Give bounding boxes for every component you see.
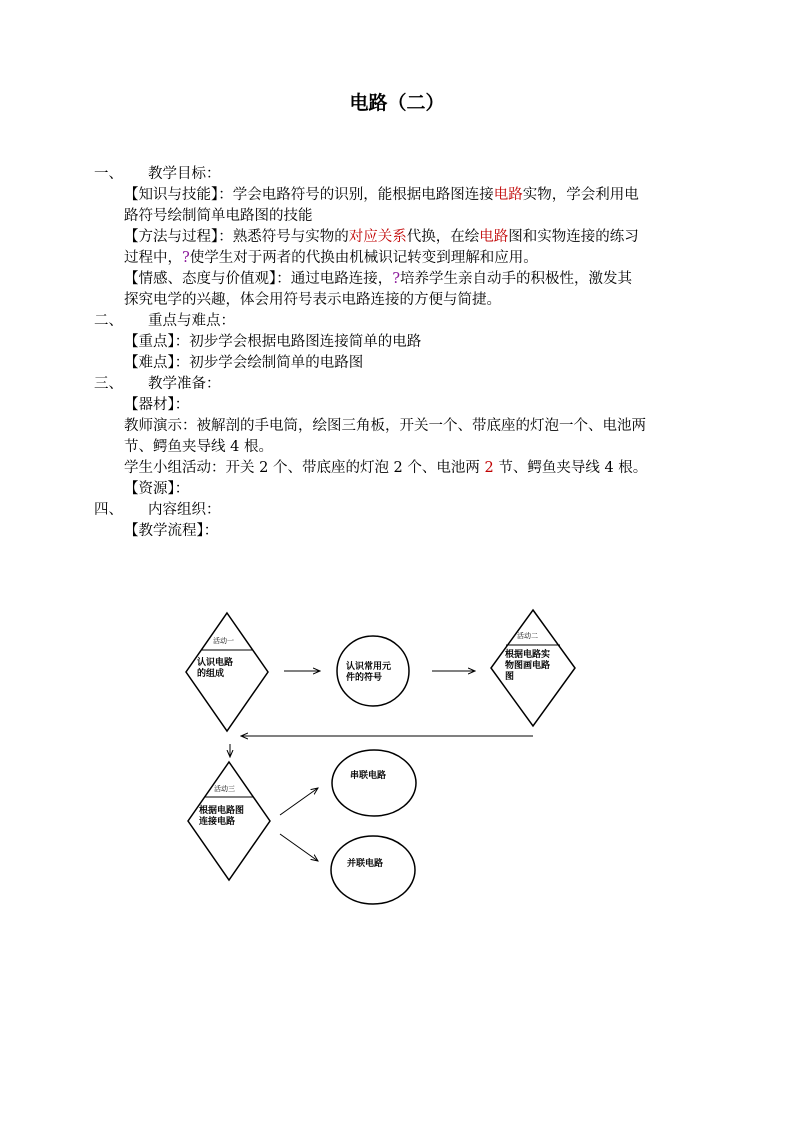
section-number: 二、 bbox=[94, 313, 123, 329]
activity-1-node bbox=[186, 613, 268, 731]
node-text: 认识常用元 bbox=[346, 662, 392, 672]
series-circuit-node bbox=[332, 750, 416, 816]
activity-text: 物图画电路 bbox=[505, 661, 551, 671]
teaching-flow-label: 【教学流程】： bbox=[124, 523, 219, 539]
question-mark: ? bbox=[392, 271, 401, 287]
activity-text: 图 bbox=[505, 672, 515, 682]
text-run: 过程中， bbox=[124, 250, 182, 266]
text-run: 【知识与技能】：学会电路符号的识别，能根据电路图连接 bbox=[124, 187, 494, 203]
text-run: 【方法与过程】：熟悉符号与实物的 bbox=[124, 229, 349, 245]
section-label: 教学准备： bbox=[148, 376, 221, 392]
activity-2-node bbox=[491, 610, 575, 726]
text-run: 学生小组活动：开关 2 个、带底座的灯泡 2 个、电池两 bbox=[124, 460, 485, 476]
activity-tag: 活动二 bbox=[517, 632, 538, 640]
text-run: 培养学生亲自动手的积极性，激发其 bbox=[400, 271, 633, 287]
activity-text: 的组成 bbox=[197, 669, 225, 679]
text-run: 使学生对于两者的代换由机械识记转变到理解和应用。 bbox=[189, 250, 538, 266]
parallel-circuit-node bbox=[331, 836, 415, 904]
circle-shape bbox=[332, 750, 416, 816]
prep-materials: 【器材】： bbox=[124, 397, 190, 413]
flow-arrow bbox=[280, 788, 318, 815]
node-text: 件的符号 bbox=[346, 673, 383, 683]
activity-3-node bbox=[188, 762, 270, 880]
key-focus: 【重点】：初步学会根据电路图连接简单的电路 bbox=[124, 334, 422, 350]
section-label: 教学目标： bbox=[148, 166, 221, 182]
prep-resources: 【资源】： bbox=[124, 481, 190, 497]
activity-text: 连接电路 bbox=[199, 817, 236, 827]
component-symbols-node bbox=[337, 636, 409, 706]
highlight-text: 电路 bbox=[479, 229, 509, 245]
circle-shape bbox=[331, 836, 415, 904]
activity-text: 认识电路 bbox=[197, 658, 234, 668]
activity-tag: 活动一 bbox=[213, 637, 234, 645]
page-title: 电路（二） bbox=[349, 92, 445, 114]
highlight-text: 对应关系 bbox=[348, 229, 407, 245]
node-text: 并联电路 bbox=[347, 859, 384, 869]
section-number: 四、 bbox=[94, 502, 123, 518]
highlight-text: 2 bbox=[484, 460, 494, 476]
text-run: 代换，在绘 bbox=[406, 229, 480, 245]
section-label: 重点与难点： bbox=[148, 313, 235, 329]
section-label: 内容组织： bbox=[148, 502, 221, 518]
section-number: 三、 bbox=[94, 376, 123, 392]
prep-teacher-line-2: 节、鳄鱼夹导线 4 根。 bbox=[124, 439, 273, 455]
goal-knowledge-line-2: 路符号绘制简单电路图的技能 bbox=[124, 208, 313, 224]
section-number: 一、 bbox=[94, 166, 123, 182]
highlight-text: 电路 bbox=[493, 187, 523, 203]
activity-tag: 活动三 bbox=[214, 785, 235, 793]
text-run: 【情感、态度与价值观】：通过电路连接， bbox=[124, 271, 393, 287]
flow-arrow bbox=[280, 834, 318, 861]
node-text: 串联电路 bbox=[350, 771, 387, 781]
text-run: 实物，学会利用电 bbox=[522, 187, 639, 203]
goal-emotion-line-2: 探究电学的兴趣，体会用符号表示电路连接的方便与简捷。 bbox=[124, 292, 501, 308]
activity-text: 根据电路实 bbox=[505, 650, 551, 660]
text-run: 节、鳄鱼夹导线 4 根。 bbox=[493, 460, 648, 476]
text-run: 图和实物连接的练习 bbox=[508, 229, 639, 245]
prep-teacher-line-1: 教师演示：被解剖的手电筒，绘图三角板，开关一个、带底座的灯泡一个、电池两 bbox=[124, 418, 646, 434]
question-mark: ? bbox=[182, 250, 190, 266]
key-difficulty: 【难点】：初步学会绘制简单的电路图 bbox=[124, 355, 364, 371]
activity-text: 根据电路图 bbox=[199, 806, 245, 816]
